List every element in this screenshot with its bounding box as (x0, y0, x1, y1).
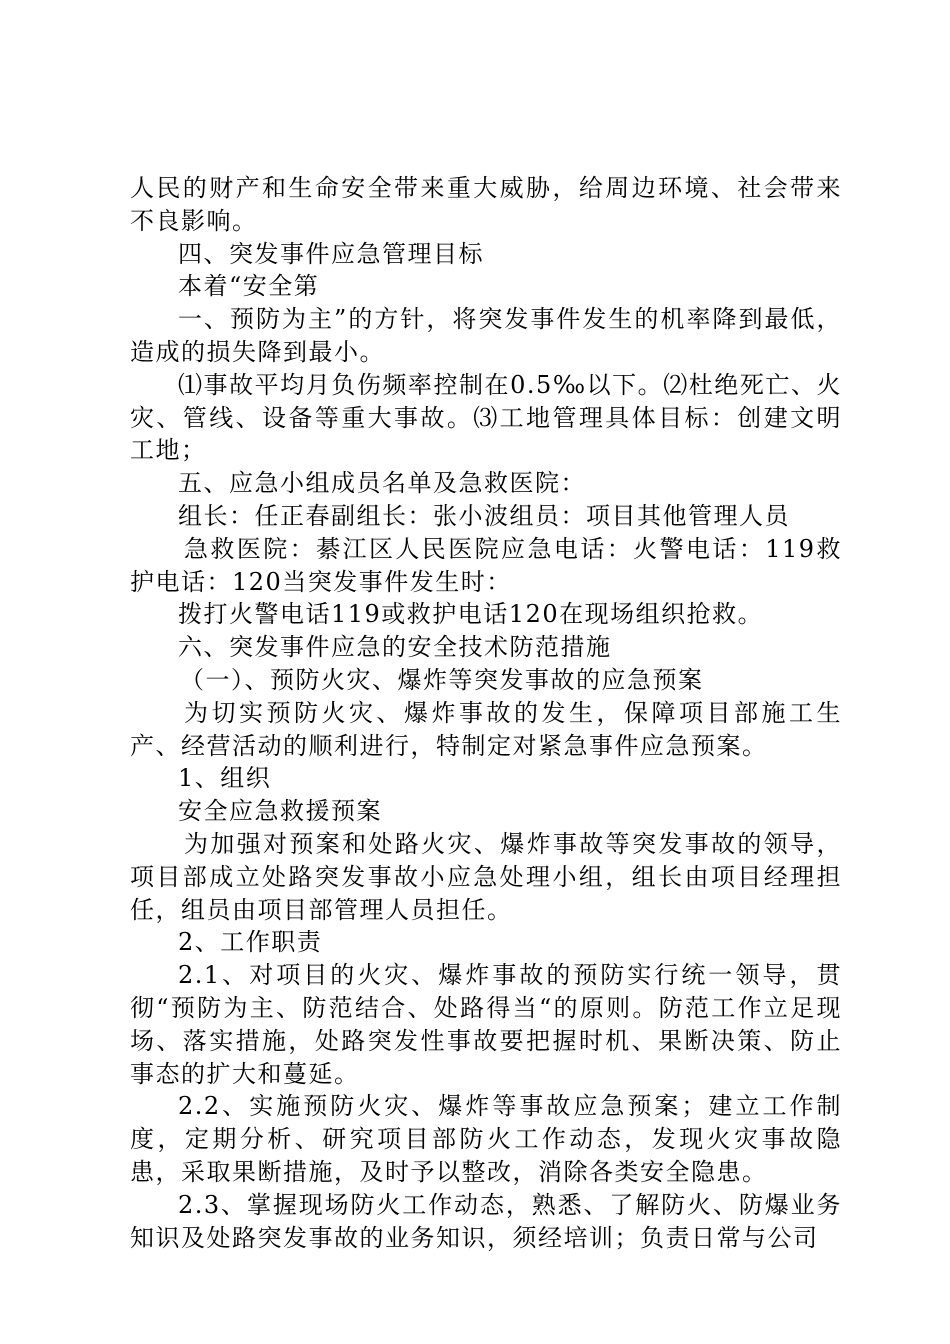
subsection-heading: （一）、预防火灾、爆炸等突发事故的应急预案 (180, 665, 704, 694)
subsection-heading: 1、组织 (178, 764, 272, 793)
paragraph: 急救医院：綦江区人民医院应急电话：火警电话：119救护电话：120当突发事件发生时： (130, 534, 842, 596)
section-heading: 六、突发事件应急的安全技术防范措施 (178, 633, 612, 662)
paragraph: 2.2、实施预防火灾、爆炸等事故应急预案；建立工作制度，定期分析、研究项目部防火工作动态，发现火灾事故隐患，采取果断措施，及时予以整改，消除各类安全隐患。 (130, 1092, 842, 1186)
paragraph: 拨打火警电话119或救护电话120在现场组织抢救。 (178, 600, 764, 629)
document-body (130, 172, 842, 1254)
section-heading: 五、应急小组成员名单及急救医院： (178, 469, 586, 498)
paragraph: 2.1、对项目的火灾、爆炸事故的预防实行统一领导，贯彻“预防为主、防范结合、处路得当“的原则。防范工作立足现场、落实措施，处路突发性事故要把握时机、果断决策、防止事态的扩大和蔓延。 (130, 961, 842, 1088)
paragraph: 人民的财产和生命安全带来重大威胁，给周边环境、社会带来不良影响。 (130, 174, 842, 235)
paragraph: 本着“安全第 (178, 272, 320, 301)
paragraph: 为加强对预案和处路火灾、爆炸事故等突发事故的领导，项目部成立处路突发事故小应急处理小组，组长由项目经理担任，组员由项目部管理人员担任。 (130, 829, 842, 924)
paragraph: 组长：任正春副组长：张小波组员：项目其他管理人员 (178, 501, 790, 530)
paragraph: 2.3、掌握现场防火工作动态，熟悉、了解防火、防爆业务知识及处路突发事故的业务知识，须经培训；负责日常与公司 (130, 1190, 842, 1252)
paragraph: 安全应急救援预案 (178, 797, 382, 826)
paragraph: 为切实预防火灾、爆炸事故的发生，保障项目部施工生产、经营活动的顺利进行，特制定对紧急事件应急预案。 (130, 698, 842, 760)
paragraph: ⑴事故平均月负伤频率控制在0.5‰以下。⑵杜绝死亡、火灾、管线、设备等重大事故。⑶工地管理具体目标：创建文明工地； (130, 370, 842, 465)
section-heading: 四、突发事件应急管理目标 (178, 239, 484, 268)
paragraph: 一、预防为主”的方针，将突发事件发生的机率降到最低，造成的损失降到最小。 (130, 305, 842, 366)
subsection-heading: 2、工作职责 (178, 928, 323, 957)
